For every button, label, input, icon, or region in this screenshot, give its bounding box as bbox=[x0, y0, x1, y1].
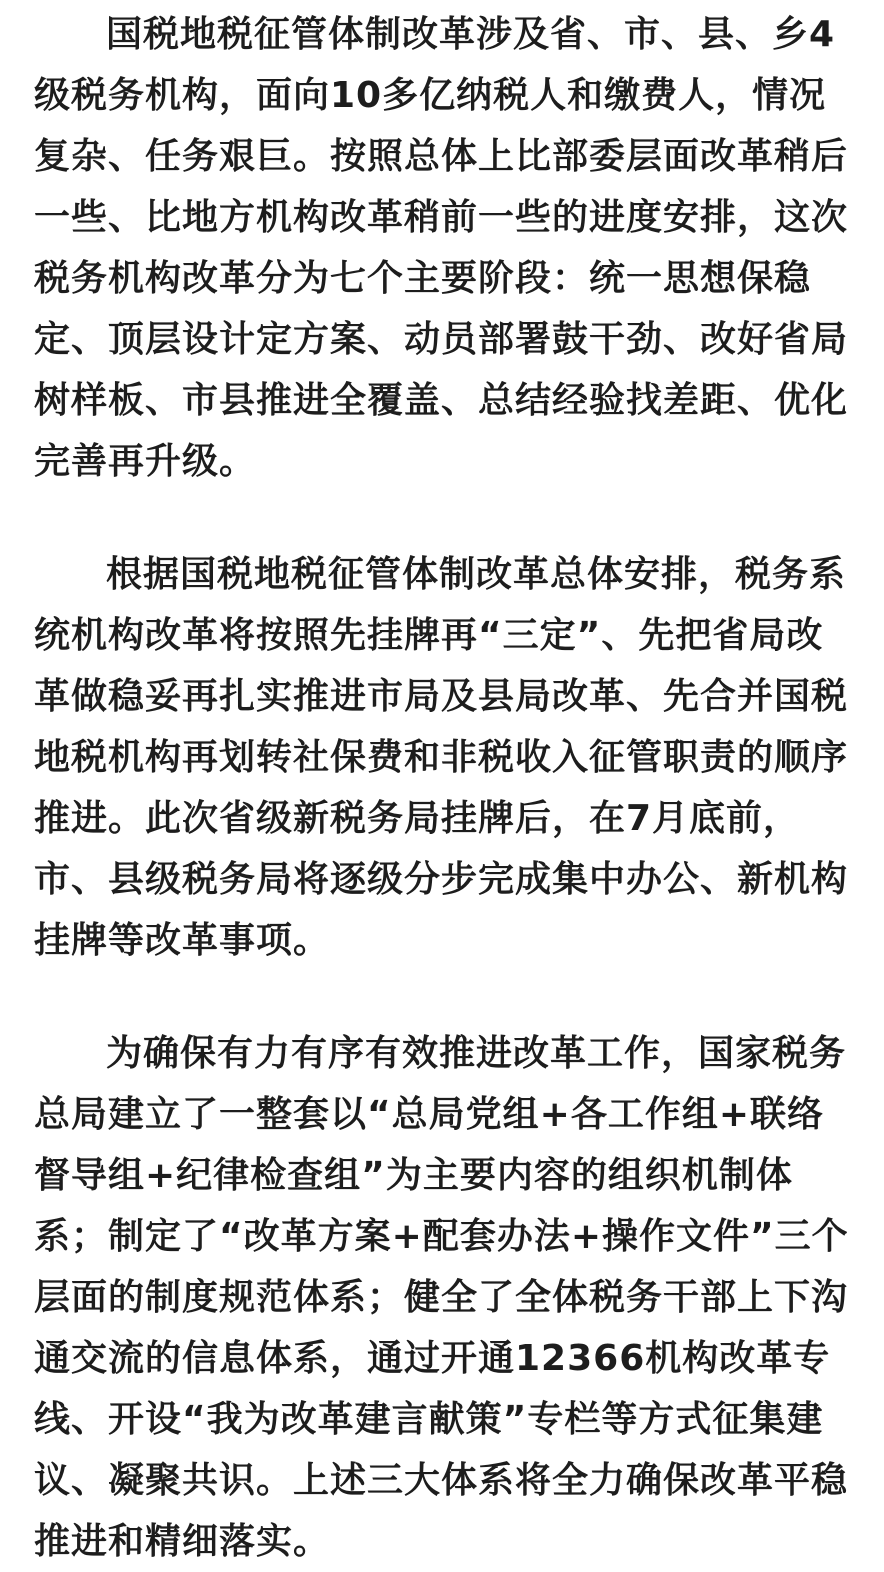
paragraph-2: 根据国税地税征管体制改革总体安排，税务系统机构改革将按照先挂牌再“三定”、先把省局改革做稳妥再扎实推进市局及县局改革、先合并国税地税机构再划转社保费和非税收入征管职责的顺序推进。此次省级新税务局挂牌后，在7月底前，市、县级税务局将逐级分步完成集中办公、新机构挂牌等改革事项。 bbox=[34, 554, 849, 961]
paragraph-1: 国税地税征管体制改革涉及省、市、县、乡4级税务机构，面向10多亿纳税人和缴费人，情况复杂、任务艰巨。按照总体上比部委层面改革稍后一些、比地方机构改革稍前一些的进度安排，这次税务机构改革分为七个主要阶段：统一思想保稳定、顶层设计定方案、动员部署鼓干劲、改好省局树样板、市县推进全覆盖、总结经验找差距、优化完善再升级。 bbox=[34, 14, 849, 482]
paragraph-3: 为确保有力有序有效推进改革工作，国家税务总局建立了一整套以“总局党组+各工作组+联络督导组+纪律检查组”为主要内容的组织机制体系；制定了“改革方案+配套办法+操作文件”三个层面的制度规范体系；健全了全体税务干部上下沟通交流的信息体系，通过开通12366机构改革专线、开设“我为改革建言献策”专栏等方式征集建议、凝聚共识。上述三大体系将全力确保改革平稳推进和精细落实。 bbox=[34, 1033, 849, 1562]
